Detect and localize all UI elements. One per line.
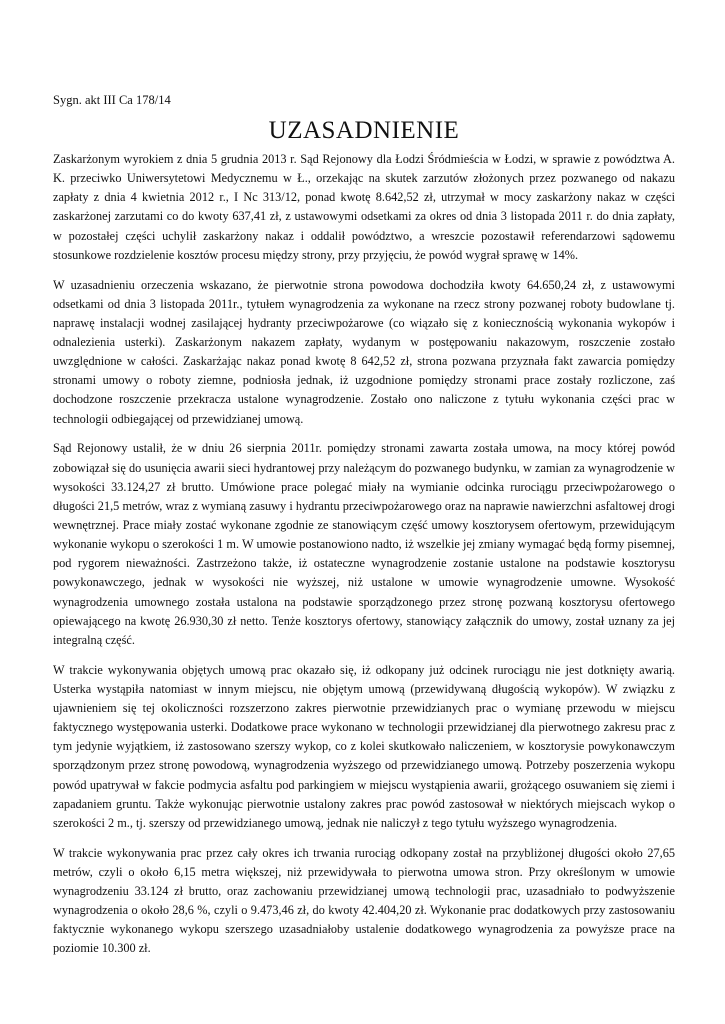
paragraph-4: W trakcie wykonywania objętych umową prac okazało się, iż odkopany już odcinek rurociągu nie jest dotknięty awarią. Usterka wystąpiła natomiast w innym miejscu, nie objętym umową (przewidywaną długością wykopów). W związku z ujawnieniem się tej okoliczności rozszerzono zakres pierwotnie przewidzianych prac o wymianę przewodu w miejscu faktycznego występowania usterki. Dodatkowe prace wykonano w technologii przewidzianej dla pierwotnego zakresu prac z tym jedynie wyjątkiem, iż zastosowano szerszy wykop, co z kolei skutkowało naliczeniem, w kosztorysie powykonawczym sporządzonym przez stronę powodową, wynagrodzenia wyższego od przewidzianego umową. Potrzeby poszerzenia wykopu powód upatrywał w fakcie podmycia asfaltu pod parkingiem w miejscu wystąpienia awarii, grożącego osuwaniem się ziemi i zapadaniem gruntu. Także wykonując pierwotnie ustalony zakres prac powód zastosował w niektórych miejscach wykop o szerokości 2 m., tj. szerszy od przewidzianego umową, jednak nie naliczył z tego tytułu wyższego wynagrodzenia. [53,662,675,830]
paragraph-3: Sąd Rejonowy ustalił, że w dniu 26 sierpnia 2011r. pomiędzy stronami zawarta została umowa, na mocy której powód zobowiązał się do usunięcia awarii sieci hydrantowej przy należącym do pozwanego budynku, w zamian za wynagrodzenie w wysokości 33.124,27 zł brutto. Umówione prace polegać miały na wymianie odcinka rurociągu przeciwpożarowego o długości 21,5 metrów, wraz z wymianą zasuwy i hydrantu przeciwpożarowego oraz na naprawie nawierzchni asfaltowej drogi wewnętrznej. Prace miały zostać wykonane zgodnie ze stanowiącym część umowy kosztorysem ofertowym, przewidującym wykonanie wykopu o szerokości 1 m. W umowie postanowiono nadto, iż wszelkie jej zmiany wymagać będą formy pisemnej, pod rygorem nieważności. Zastrzeżono także, iż ostateczne wynagrodzenie zostanie ustalone na podstawie kosztorysu powykonawczego, jednak w wysokości nie wyższej, niż ustalone w umowie wynagrodzenie umowne. Wysokość wynagrodzenia umownego została ustalona na podstawie sporządzonego przez stronę pozwaną kosztorysu ofertowego opiewającego na kwotę 26.930,30 zł netto. Tenże kosztorys ofertowy, stanowiący załącznik do umowy, został uznany za jej integralną część. [53,441,675,647]
paragraph-1: Zaskarżonym wyrokiem z dnia 5 grudnia 2013 r. Sąd Rejonowy dla Łodzi Śródmieścia w Łodzi, w sprawie z powództwa A. K. przeciwko Uniwersytetowi Medycznemu w Ł., orzekając na skutek zarzutów złożonych przez pozwanego od nakazu zapłaty z dnia 4 kwietnia 2012 r., I Nc 313/12, ponad kwotę 8.642,52 zł, utrzymał w mocy zaskarżony nakaz w części zaskarżonej zarzutami co do kwoty 637,41 zł, z ustawowymi odsetkami za okres od dnia 3 listopada 2011 r. do dnia zapłaty, w pozostałej części uchylił zaskarżony nakaz i oddalił powództwo, a wreszcie pozostawił referendarzowi sądowemu stosunkowe rozdzielenie kosztów procesu między strony, przy przyjęciu, że powód wygrał sprawę w 14%. [53,152,675,262]
paragraph-5: W trakcie wykonywania prac przez cały okres ich trwania rurociąg odkopany został na przybliżonej długości około 27,65 metrów, czyli o około 6,15 metra większej, niż przewidywała to pierwotna umowa stron. Przy określonym w umowie wynagrodzeniu 33.124 zł brutto, oraz zachowaniu przewidzianej umową technologii prac, uzasadniało to podwyższenie wynagrodzenia o około 28,6 %, czyli o 9.473,46 zł, do kwoty 42.404,20 zł. Wykonanie prac dodatkowych przy zastosowaniu faktycznie wykonanego wykopu szerszego uzasadniałoby ustalenie dodatkowego wynagrodzenia za powyższe prace na poziomie 10.300 zł. [53,845,675,956]
case-signature: Sygn. akt III Ca 178/14 [53,93,171,107]
document-page [53,92,675,969]
paragraph-2: W uzasadnieniu orzeczenia wskazano, że pierwotnie strona powodowa dochodziła kwoty 64.650,24 zł, z ustawowymi odsetkami od dnia 3 listopada 2011r., tytułem wynagrodzenia za wykonane na rzecz strony pozwanej roboty budowlane tj. naprawę instalacji wodnej zasilającej hydranty przeciwpożarowe (co wiązało się z koniecznością wykonania wykopów i odnalezienia usterki). Zaskarżonym nakazem zapłaty, wydanym w postępowaniu nakazowym, roszczenie zostało uwzględnione w całości. Zaskarżając nakaz ponad kwotę 8 642,52 zł, strona pozwana przyznała fakt zawarcia pomiędzy stronami umowy o roboty ziemne, podniosła jednak, iż uzgodnione pomiędzy stronami prace zostały rozliczone, zaś dochodzone roszczenie przekracza ustalone wynagrodzenie. Zostało ono naliczone z tytułu wykonania części prac w technologii odbiegającej od przewidzianej umową. [53,277,675,426]
document-title: UZASADNIENIE [268,117,460,144]
